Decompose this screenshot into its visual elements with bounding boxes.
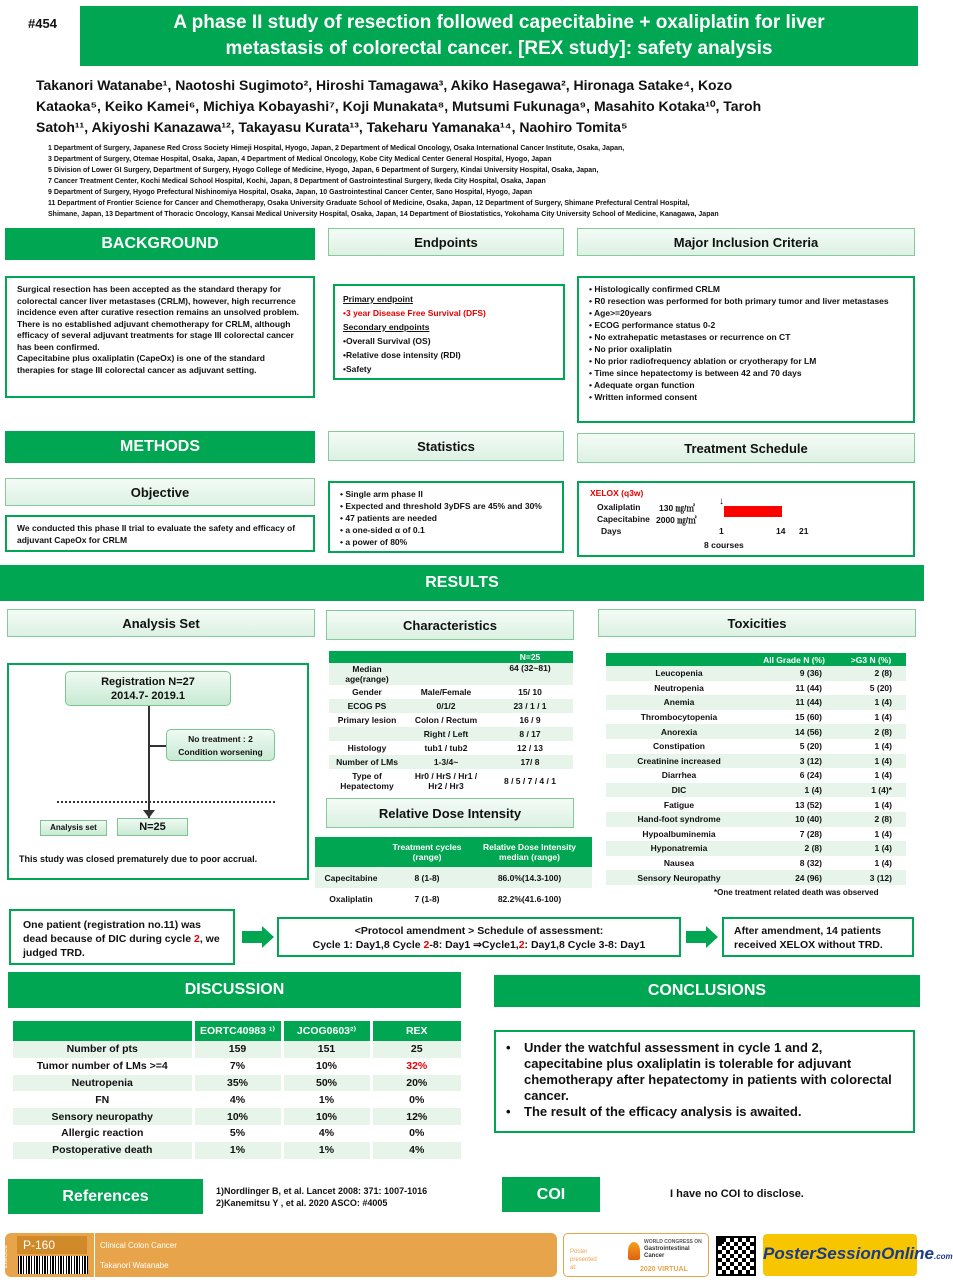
disc-header-cell: JCOG0603²⁾ xyxy=(282,1021,371,1041)
affiliation-line: 7 Cancer Treatment Center, Kochi Medical School Hospital, Kochi, Japan, 8 Department of Gastrointestinal Surgery, Ikeda City Hospital, Osaka, Japan xyxy=(48,178,546,185)
table-cell: Tumor number of LMs >=4 xyxy=(36,1060,168,1073)
table-cell: Thrombocytopenia xyxy=(640,712,718,723)
table-cell: 16 / 9 xyxy=(519,715,541,725)
background-text: Capecitabine plus oxaliplatin (CapeOx) is one of the standard therapies for stage III colorectal cancer as adjuvant setting. xyxy=(17,353,265,375)
schedule-drug-2: Capecitabine xyxy=(597,514,650,524)
objective-text: We conducted this phase II trial to evaluate the safety and efficacy of adjuvant CapeOx for CRLM xyxy=(17,523,296,545)
inclusion-item: • ECOG performance status 0-2 xyxy=(589,320,716,330)
table-row xyxy=(13,1091,461,1108)
closure-note: This study was closed prematurely due to poor accrual. xyxy=(19,854,258,864)
registration-period: 2014.7- 2019.1 xyxy=(110,690,185,702)
statistics-item: • a one-sided α of 0.1 xyxy=(340,525,425,535)
coi-text: I have no COI to disclose. xyxy=(670,1188,804,1200)
table-cell: 7% xyxy=(193,1058,282,1075)
table-cell: 3 (12) xyxy=(799,755,822,766)
inclusion-item: • R0 resection was performed for both primary tumor and liver metastases xyxy=(589,296,889,306)
table-cell: 2 (8) xyxy=(874,814,892,825)
table-cell: 20% xyxy=(371,1075,461,1092)
char-header-cell: N=25 xyxy=(519,652,541,662)
congress-line: WORLD CONGRESS ON xyxy=(644,1239,702,1245)
statistics-item: • a power of 80% xyxy=(340,537,408,547)
primary-endpoint: •3 year Disease Free Survival (DFS) xyxy=(343,308,486,318)
table-cell: 1 (4)* xyxy=(871,785,892,796)
table-row xyxy=(329,755,573,769)
table-row xyxy=(606,754,906,769)
footer-side-code: ZIMGC6 xyxy=(3,1245,9,1268)
discussion-table xyxy=(13,1021,461,1159)
table-cell: 5% xyxy=(193,1125,282,1142)
affiliation-line: 1 Department of Surgery, Japanese Red Cross Society Himeji Hospital, Hyogo, Japan, 2 Department of Medical Oncology, Osaka International Cancer Institute, Osaka, Japan, xyxy=(48,145,625,152)
table-row xyxy=(606,783,906,798)
conclusions-box xyxy=(494,1030,915,1133)
schedule-dose-1: 130 ㎎/㎡ xyxy=(659,503,695,513)
table-cell: Hand-foot syndrome xyxy=(637,814,721,825)
table-cell: Hr0 / HrS / Hr1 / Hr2 / Hr3 xyxy=(414,771,478,791)
authors xyxy=(36,75,916,138)
table-row xyxy=(315,888,592,909)
schedule-courses: 8 courses xyxy=(704,540,744,550)
affiliation-line: 11 Department of Frontier Science for Cancer and Chemotherapy, Osaka University Graduate School of Medicine, Osaka, Japan, 12 Department of Surgery, Shimane Prefectural Central Hospital, xyxy=(48,200,690,207)
rdi-header-cell xyxy=(315,837,387,867)
analysis-set-n: N=25 xyxy=(117,818,188,836)
table-cell: 17/ 8 xyxy=(520,757,540,767)
table-row xyxy=(329,713,573,727)
table-cell: 35% xyxy=(193,1075,282,1092)
table-row xyxy=(13,1125,461,1142)
congress-badge xyxy=(563,1233,709,1277)
dashed-divider xyxy=(57,801,275,803)
table-row xyxy=(606,827,906,842)
table-cell: 11 (44) xyxy=(795,697,822,708)
capecitabine-bar xyxy=(724,506,782,517)
table-cell: 8 (32) xyxy=(799,858,822,869)
table-cell: 1 (4) xyxy=(804,785,822,796)
characteristics-heading: Characteristics xyxy=(326,610,574,640)
table-cell: 1% xyxy=(282,1142,371,1159)
references-heading: References xyxy=(8,1179,203,1214)
table-cell: 0% xyxy=(371,1091,461,1108)
schedule-box xyxy=(577,481,915,557)
table-cell: 12 / 13 xyxy=(517,743,543,753)
table-cell: 4% xyxy=(282,1125,371,1142)
primary-endpoint-label: Primary endpoint xyxy=(343,294,413,304)
table-row xyxy=(13,1075,461,1092)
discussion-heading: DISCUSSION xyxy=(8,972,461,1008)
inclusion-item: • No extrahepatic metastases or recurrence on CT xyxy=(589,332,791,342)
table-cell: 1 (4) xyxy=(874,755,892,766)
table-cell: Fatigue xyxy=(663,799,695,810)
exclusion-reason: Condition worsening xyxy=(178,747,263,757)
poster-id: #454 xyxy=(28,16,57,31)
inclusion-box xyxy=(577,276,915,423)
no-treatment: No treatment : 2 xyxy=(188,734,253,744)
table-cell: 5 (20) xyxy=(799,741,822,752)
tox-header-cell: >G3 N (%) xyxy=(850,654,892,665)
reference-item: 1)Nordlinger B, et al. Lancet 2008: 371: 1007-1016 xyxy=(216,1186,428,1196)
table-cell: 50% xyxy=(282,1075,371,1092)
table-cell: 1 (4) xyxy=(874,843,892,854)
trd-box xyxy=(9,909,235,965)
char-header-cell xyxy=(329,651,405,663)
table-row xyxy=(606,681,906,696)
table-cell: Capecitabine xyxy=(324,872,378,883)
toxicities-table xyxy=(606,653,906,885)
table-cell: Right / Left xyxy=(423,729,469,739)
table-cell: 1 (4) xyxy=(874,712,892,723)
table-cell: 1 (4) xyxy=(874,741,892,752)
title-banner xyxy=(80,6,918,66)
table-row xyxy=(329,769,573,793)
footer-category: Clinical Colon Cancer xyxy=(100,1241,177,1250)
table-row xyxy=(329,741,573,755)
reference-item: 2)Kanemitsu Y , et al. 2020 ASCO: #4005 xyxy=(216,1198,388,1208)
char-header-cell xyxy=(405,651,487,663)
flow-arrow-icon xyxy=(242,931,264,943)
table-row xyxy=(329,685,573,699)
table-cell: 8 (1-8) xyxy=(414,872,440,883)
schedule-arrow-icon: ↓ xyxy=(719,496,724,507)
table-row xyxy=(606,856,906,871)
table-cell: Sensory neuropathy xyxy=(51,1110,154,1123)
exclusion-box xyxy=(166,729,275,761)
brand-name: PosterSessionOnline xyxy=(763,1244,934,1263)
authors-line-3: Satoh¹¹, Akiyoshi Kanazawa¹², Takayasu Kurata¹³, Takeharu Yamanaka¹⁴, Naohiro Tomita⁵ xyxy=(36,119,628,135)
background-text: There is no established adjuvant chemotherapy for CRLM, although efficacy of several adjuvant treatments for stage III colorectal cancer has been confirmed. xyxy=(17,318,294,352)
table-cell: 3 (12) xyxy=(869,872,892,883)
objective-heading: Objective xyxy=(5,478,315,506)
table-cell: 32% xyxy=(371,1058,461,1075)
table-cell xyxy=(329,727,405,741)
footer-divider xyxy=(94,1233,95,1277)
table-cell: 2 (8) xyxy=(874,668,892,679)
authors-line-1: Takanori Watanabe¹, Naotoshi Sugimoto², Hiroshi Tamagawa³, Akiko Hasegawa², Hironaga Satake⁴, Kozo xyxy=(36,77,733,93)
table-cell: DIC xyxy=(671,785,687,796)
inclusion-item: • Time since hepatectomy is between 42 and 70 days xyxy=(589,368,802,378)
table-row xyxy=(606,841,906,856)
rdi-header-cell: Treatment cycles (range) xyxy=(392,842,462,862)
table-cell: 5 (20) xyxy=(869,682,892,693)
congress-logo-icon xyxy=(628,1242,640,1260)
table-row xyxy=(315,867,592,888)
statistics-heading: Statistics xyxy=(328,431,564,461)
affiliation-line: 9 Department of Surgery, Hyogo Prefectural Nishinomiya Hospital, Osaka, Japan, 10 Gastrointestinal Cancer Center, Sano Hospital, Hyogo, Japan xyxy=(48,189,533,196)
conclusion-item: • Under the watchful assessment in cycle 1 and 2, capecitabine plus oxaliplatin is tolerable for adjuvant chemotherapy after hepatectomy in patients with colorectal cancer. xyxy=(506,1040,892,1103)
table-cell: 13 (52) xyxy=(795,799,822,810)
disc-header-cell: REX xyxy=(371,1021,461,1041)
table-row xyxy=(606,797,906,812)
table-cell: Oxaliplatin xyxy=(329,893,373,904)
table-row xyxy=(329,727,573,741)
table-cell: 11 (44) xyxy=(795,682,822,693)
table-cell: 14 (56) xyxy=(795,726,822,737)
table-cell: Type of Hepatectomy xyxy=(340,771,394,791)
table-cell: Sensory Neuropathy xyxy=(637,872,721,883)
inclusion-item: • Adequate organ function xyxy=(589,380,695,390)
amendment-title: <Protocol amendment > Schedule of assessment: xyxy=(354,925,604,937)
statistics-item: • Single arm phase II xyxy=(340,489,423,499)
schedule-drug-1: Oxaliplatin xyxy=(597,502,641,512)
table-cell: Nausea xyxy=(663,858,695,869)
secondary-endpoint-label: Secondary endpoints xyxy=(343,322,430,332)
qr-code-icon[interactable] xyxy=(716,1236,756,1276)
flow-arrow-icon xyxy=(262,926,274,948)
barcode xyxy=(18,1256,88,1274)
table-cell: 64 (32~81) xyxy=(509,663,551,673)
table-cell: Number of pts xyxy=(66,1043,138,1056)
analysis-set-heading: Analysis Set xyxy=(7,609,315,637)
flow-arrow-icon xyxy=(143,810,155,818)
trd-text: One patient (registration no.11) was dead because of DIC during cycle xyxy=(23,919,201,945)
table-cell: 159 xyxy=(193,1041,282,1058)
table-cell: Allergic reaction xyxy=(61,1127,144,1140)
table-cell: Constipation xyxy=(653,741,705,752)
methods-heading: METHODS xyxy=(5,431,315,463)
table-cell: 8 / 5 / 7 / 4 / 1 xyxy=(504,776,556,786)
flow-arrow-icon xyxy=(686,931,708,943)
table-cell: Hypoalbuminemia xyxy=(642,828,716,839)
congress-year: 2020 VIRTUAL xyxy=(640,1266,688,1273)
table-cell: 2 (8) xyxy=(804,843,822,854)
table-cell: Male/Female xyxy=(420,687,472,697)
table-row xyxy=(606,724,906,739)
table-cell: Median age(range) xyxy=(345,664,389,684)
table-cell: 2 (8) xyxy=(874,726,892,737)
table-cell: ECOG PS xyxy=(347,701,387,711)
table-cell: 4% xyxy=(371,1142,461,1159)
table-row xyxy=(606,666,906,681)
table-row xyxy=(606,870,906,885)
background-box xyxy=(5,276,315,398)
table-cell: Creatinine increased xyxy=(637,755,721,766)
table-row xyxy=(13,1142,461,1159)
table-cell: 1 (4) xyxy=(874,770,892,781)
trd-text: , we judged TRD. xyxy=(23,933,220,959)
table-row xyxy=(606,768,906,783)
endpoints-box xyxy=(333,284,565,380)
table-cell: Neutropenia xyxy=(654,682,704,693)
table-cell: 0/1/2 xyxy=(436,701,456,711)
table-cell: Gender xyxy=(352,687,382,697)
characteristics-table xyxy=(329,651,573,793)
table-cell: tub1 / tub2 xyxy=(424,743,468,753)
presented-at: Poster presented at: xyxy=(570,1249,597,1271)
statistics-item: • Expected and threshold 3yDFS are 45% and 30% xyxy=(340,501,542,511)
table-cell: Leucopenia xyxy=(655,668,703,679)
toxicities-heading: Toxicities xyxy=(598,609,916,637)
table-cell: 1-3/4~ xyxy=(433,757,459,767)
table-cell: 1 (4) xyxy=(874,697,892,708)
table-cell: 7 (28) xyxy=(799,828,822,839)
table-cell: 24 (96) xyxy=(795,872,822,883)
schedule-day-14: 14 xyxy=(776,526,786,536)
inclusion-item: • No prior radiofrequency ablation or cryotherapy for LM xyxy=(589,356,817,366)
table-cell: Hyponatremia xyxy=(650,843,708,854)
schedule-day-1: 1 xyxy=(719,526,724,536)
table-row xyxy=(606,695,906,710)
affiliations xyxy=(48,143,918,220)
disc-header-cell: EORTC40983 ¹⁾ xyxy=(193,1021,282,1041)
table-row xyxy=(329,663,573,685)
table-cell: 0% xyxy=(371,1125,461,1142)
table-cell: 1 (4) xyxy=(874,799,892,810)
table-cell: 15 (60) xyxy=(795,712,822,723)
table-cell: 15/ 10 xyxy=(518,687,542,697)
schedule-heading: Treatment Schedule xyxy=(577,433,915,463)
affiliation-line: Shimane, Japan, 13 Department of Thoracic Oncology, Kansai Medical University Hospital, Osaka, Japan, 14 Department of Biostatistics, Yokohama City University School of Medicine, Kanagawa, Japan xyxy=(48,211,719,218)
affiliation-line: 5 Division of Lower GI Surgery, Department of Surgery, Hyogo College of Medicine, Hyogo, Japan, 6 Department of Surgery, Kindai University Hospital, Osaka, Japan, xyxy=(48,167,599,174)
authors-line-2: Kataoka⁵, Keiko Kamei⁶, Michiya Kobayashi⁷, Koji Munakata⁸, Mutsumi Fukunaga⁹, Masahito Kotaka¹⁰, Taroh xyxy=(36,98,762,114)
table-row xyxy=(13,1108,461,1125)
table-row xyxy=(606,812,906,827)
background-heading: BACKGROUND xyxy=(5,228,315,260)
table-row xyxy=(13,1041,461,1058)
table-cell: 23 / 1 / 1 xyxy=(513,701,547,711)
table-cell: 25 xyxy=(371,1041,461,1058)
table-cell: 6 (24) xyxy=(799,770,822,781)
references-list xyxy=(216,1185,427,1209)
table-cell: 8 / 17 xyxy=(519,729,541,739)
table-cell: FN xyxy=(95,1093,110,1106)
table-cell: 9 (36) xyxy=(799,668,822,679)
toxicities-footnote: *One treatment related death was observed xyxy=(714,888,879,897)
affiliation-line: 3 Department of Surgery, Otemae Hospital, Osaka, Japan, 4 Department of Medical Oncology, Kobe City Medical Center General Hospital, Hyogo, Japan xyxy=(48,156,552,163)
background-text: Surgical resection has been accepted as the standard therapy for colorectal cancer liver metastases (CRLM), however, high recurrence incidence even after curative resection remains an unsolved problem. xyxy=(17,284,300,317)
statistics-box xyxy=(328,481,564,553)
footer-author: Takanori Watanabe xyxy=(100,1261,169,1270)
secondary-endpoint: •Relative dose intensity (RDI) xyxy=(343,350,461,360)
table-cell: 1% xyxy=(282,1091,371,1108)
after-amendment-box xyxy=(722,917,914,957)
brand-suffix: .com xyxy=(934,1252,953,1261)
rdi-heading: Relative Dose Intensity xyxy=(326,798,574,828)
amendment-box xyxy=(277,917,681,957)
table-cell: 10% xyxy=(193,1108,282,1125)
inclusion-item: • Written informed consent xyxy=(589,392,698,402)
table-cell: Number of LMs xyxy=(336,757,398,767)
registration-count: Registration N=27 xyxy=(101,676,195,688)
conclusion-item: • The result of the efficacy analysis is awaited. xyxy=(506,1104,802,1119)
tox-header-cell xyxy=(606,653,752,666)
disc-header-cell xyxy=(13,1021,193,1041)
table-cell: 12% xyxy=(371,1108,461,1125)
inclusion-item: • Histologically confirmed CRLM xyxy=(589,284,720,294)
table-cell: 10 (40) xyxy=(795,814,822,825)
schedule-dose-2: 2000 ㎎/㎡ xyxy=(656,515,697,525)
secondary-endpoint: •Safety xyxy=(343,364,372,374)
poster-number: P-160 xyxy=(17,1236,87,1254)
table-row xyxy=(606,710,906,725)
table-cell: Colon / Rectum xyxy=(414,715,478,725)
congress-line: Cancer xyxy=(644,1253,665,1259)
coi-heading: COI xyxy=(502,1177,600,1212)
flow-arrow-icon xyxy=(706,926,718,948)
table-cell: 10% xyxy=(282,1058,371,1075)
table-cell: 151 xyxy=(282,1041,371,1058)
statistics-item: • 47 patients are needed xyxy=(340,513,437,523)
analysis-set-box xyxy=(7,663,309,880)
table-cell: 4% xyxy=(193,1091,282,1108)
schedule-day-21: 21 xyxy=(799,526,809,536)
table-cell: 10% xyxy=(282,1108,371,1125)
table-cell: 1 (4) xyxy=(874,828,892,839)
tox-header-cell: All Grade N (%) xyxy=(763,654,825,665)
table-cell: Histology xyxy=(347,743,387,753)
rdi-table xyxy=(315,837,592,909)
rdi-header-cell: Relative Dose Intensity median (range) xyxy=(482,842,577,862)
registration-box xyxy=(65,671,231,706)
table-row xyxy=(13,1058,461,1075)
analysis-set-label: Analysis set xyxy=(40,820,107,836)
inclusion-item: • Age>=20years xyxy=(589,308,652,318)
trd-cycle: 2 xyxy=(193,933,200,945)
table-cell: Neutropenia xyxy=(71,1076,133,1089)
inclusion-item: • No prior oxaliplatin xyxy=(589,344,672,354)
schedule-regimen: XELOX (q3w) xyxy=(590,488,644,498)
congress-line: Gastrointestinal xyxy=(644,1246,690,1252)
table-cell: 1% xyxy=(193,1142,282,1159)
table-cell: Anorexia xyxy=(660,726,698,737)
after-amendment-text: After amendment, 14 patients received XELOX without TRD. xyxy=(734,925,883,951)
flow-line xyxy=(148,745,167,747)
table-cell: Diarrhea xyxy=(661,770,697,781)
brand-logo[interactable] xyxy=(763,1234,953,1276)
table-cell: Anemia xyxy=(663,697,695,708)
amendment-schedule: Cycle 1: Day1,8 Cycle 2-8: Day1 ⇒Cycle1,2: Day1,8 Cycle 3-8: Day1 xyxy=(312,939,646,951)
conclusions-heading: CONCLUSIONS xyxy=(494,975,920,1007)
table-cell: 1 (4) xyxy=(874,858,892,869)
objective-box xyxy=(5,515,315,552)
secondary-endpoint: •Overall Survival (OS) xyxy=(343,336,431,346)
results-heading: RESULTS xyxy=(0,565,924,601)
table-row xyxy=(606,739,906,754)
congress-name xyxy=(644,1239,702,1260)
table-cell: 7 (1-8) xyxy=(414,893,440,904)
title-line-2: metastasis of colorectal cancer. [REX study]: safety analysis xyxy=(225,38,773,59)
table-cell: Primary lesion xyxy=(337,715,397,725)
table-cell: Postoperative death xyxy=(52,1144,153,1157)
table-cell xyxy=(405,663,487,685)
inclusion-heading: Major Inclusion Criteria xyxy=(577,228,915,256)
table-cell: 86.0%(14.3-100) xyxy=(497,872,562,883)
table-row xyxy=(329,699,573,713)
table-cell: 82.2%(41.6-100) xyxy=(497,893,562,904)
endpoints-heading: Endpoints xyxy=(328,228,564,256)
schedule-days-label: Days xyxy=(601,526,622,536)
title-line-1: A phase II study of resection followed capecitabine + oxaliplatin for liver xyxy=(173,12,825,33)
